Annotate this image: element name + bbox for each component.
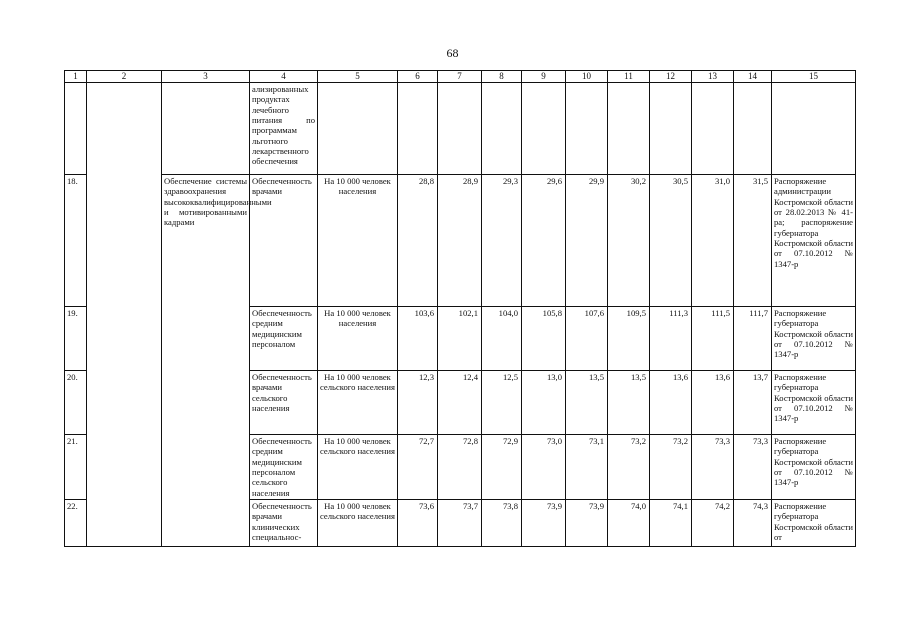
column-header: 2 xyxy=(87,71,162,83)
value-cell: 73,9 xyxy=(566,499,608,546)
value-cell: 30,5 xyxy=(650,175,692,307)
column-header: 4 xyxy=(250,71,318,83)
value-cell: 28,8 xyxy=(398,175,438,307)
table-row-continuation xyxy=(65,83,856,175)
value-cell: 111,5 xyxy=(692,307,734,371)
value-cell: 73,0 xyxy=(522,435,566,500)
row-number: 20. xyxy=(65,371,87,435)
column-header: 14 xyxy=(734,71,772,83)
value-cell: 29,9 xyxy=(566,175,608,307)
value-cell: 29,6 xyxy=(522,175,566,307)
value-cell: 73,8 xyxy=(482,499,522,546)
value-cell: 73,1 xyxy=(566,435,608,500)
value-cell: 104,0 xyxy=(482,307,522,371)
column-header: 12 xyxy=(650,71,692,83)
value-cell: 103,6 xyxy=(398,307,438,371)
value-cell: 12,5 xyxy=(482,371,522,435)
value-cell: 73,3 xyxy=(692,435,734,500)
value-cell: 13,6 xyxy=(650,371,692,435)
value-cell: 13,7 xyxy=(734,371,772,435)
value-cell: 72,8 xyxy=(438,435,482,500)
indicator-cell: Обеспеченность средним медицинским персоналом сельского населения xyxy=(250,435,318,500)
value-cell: 73,6 xyxy=(398,499,438,546)
value-cell: 12,4 xyxy=(438,371,482,435)
indicator-cell: Обеспеченность средним медицинским персоналом xyxy=(250,307,318,371)
value-cell: 74,1 xyxy=(650,499,692,546)
value-cell: 72,7 xyxy=(398,435,438,500)
column-header: 8 xyxy=(482,71,522,83)
row-number: 22. xyxy=(65,499,87,546)
source-cell: Распоряжение губернатора Костромской области от 07.10.2012 № 1347-р xyxy=(772,371,856,435)
value-cell: 73,3 xyxy=(734,435,772,500)
value-cell: 72,9 xyxy=(482,435,522,500)
value-cell: 102,1 xyxy=(438,307,482,371)
source-cell: Распоряжение губернатора Костромской области от 07.10.2012 № 1347-р xyxy=(772,307,856,371)
value-cell: 74,3 xyxy=(734,499,772,546)
goal-cell: Обеспечение системы здравоохранения высококвалифицированными и мотивированными кадрами xyxy=(162,175,250,547)
value-cell: 107,6 xyxy=(566,307,608,371)
source-cell: Распоряжение губернатора Костромской области от 07.10.2012 № 1347-р xyxy=(772,435,856,500)
column-header: 6 xyxy=(398,71,438,83)
unit-cell: На 10 000 человек сельского населения xyxy=(318,435,398,500)
indicator-cell: Обеспеченность врачами сельского населения xyxy=(250,371,318,435)
value-cell: 30,2 xyxy=(608,175,650,307)
value-cell: 28,9 xyxy=(438,175,482,307)
column-header: 10 xyxy=(566,71,608,83)
header-row xyxy=(65,71,856,83)
indicator-cell: Обеспеченность врачами xyxy=(250,175,318,307)
row-number: 18. xyxy=(65,175,87,307)
value-cell: 105,8 xyxy=(522,307,566,371)
value-cell: 74,2 xyxy=(692,499,734,546)
cell-indicator: ализированных продуктах лечебного питания по программам льготного лекарственного обеспечения xyxy=(250,83,318,175)
column-header: 3 xyxy=(162,71,250,83)
page-number: 68 xyxy=(446,46,459,60)
value-cell: 73,2 xyxy=(608,435,650,500)
value-cell: 73,7 xyxy=(438,499,482,546)
value-cell: 109,5 xyxy=(608,307,650,371)
value-cell: 13,5 xyxy=(566,371,608,435)
value-cell: 31,5 xyxy=(734,175,772,307)
indicators-table xyxy=(64,70,856,547)
source-cell: Распоряжение администрации Костромской области от 28.02.2013 № 41-ра; распоряжение губернатора Костромской области от 07.10.2012 № 1347-р xyxy=(772,175,856,307)
unit-cell: На 10 000 человек сельского населения xyxy=(318,371,398,435)
value-cell: 13,5 xyxy=(608,371,650,435)
row-number: 19. xyxy=(65,307,87,371)
indicator-cell: Обеспеченность врачами клинических специальнос- xyxy=(250,499,318,546)
row-number: 21. xyxy=(65,435,87,500)
value-cell: 73,2 xyxy=(650,435,692,500)
unit-cell: На 10 000 человек сельского населения xyxy=(318,499,398,546)
column-header: 7 xyxy=(438,71,482,83)
column-header: 13 xyxy=(692,71,734,83)
cell-col3 xyxy=(162,83,250,175)
unit-cell: На 10 000 человек населения xyxy=(318,307,398,371)
value-cell: 73,9 xyxy=(522,499,566,546)
unit-cell: На 10 000 человек населения xyxy=(318,175,398,307)
value-cell: 29,3 xyxy=(482,175,522,307)
column-header: 11 xyxy=(608,71,650,83)
value-cell: 31,0 xyxy=(692,175,734,307)
value-cell: 111,3 xyxy=(650,307,692,371)
source-cell: Распоряжение губернатора Костромской области от xyxy=(772,499,856,546)
column-header: 5 xyxy=(318,71,398,83)
value-cell: 74,0 xyxy=(608,499,650,546)
cell-col2 xyxy=(87,83,162,547)
value-cell: 13,6 xyxy=(692,371,734,435)
column-header: 1 xyxy=(65,71,87,83)
cell-n xyxy=(65,83,87,175)
column-header: 9 xyxy=(522,71,566,83)
table-row xyxy=(65,175,856,307)
column-header: 15 xyxy=(772,71,856,83)
value-cell: 12,3 xyxy=(398,371,438,435)
value-cell: 13,0 xyxy=(522,371,566,435)
value-cell: 111,7 xyxy=(734,307,772,371)
